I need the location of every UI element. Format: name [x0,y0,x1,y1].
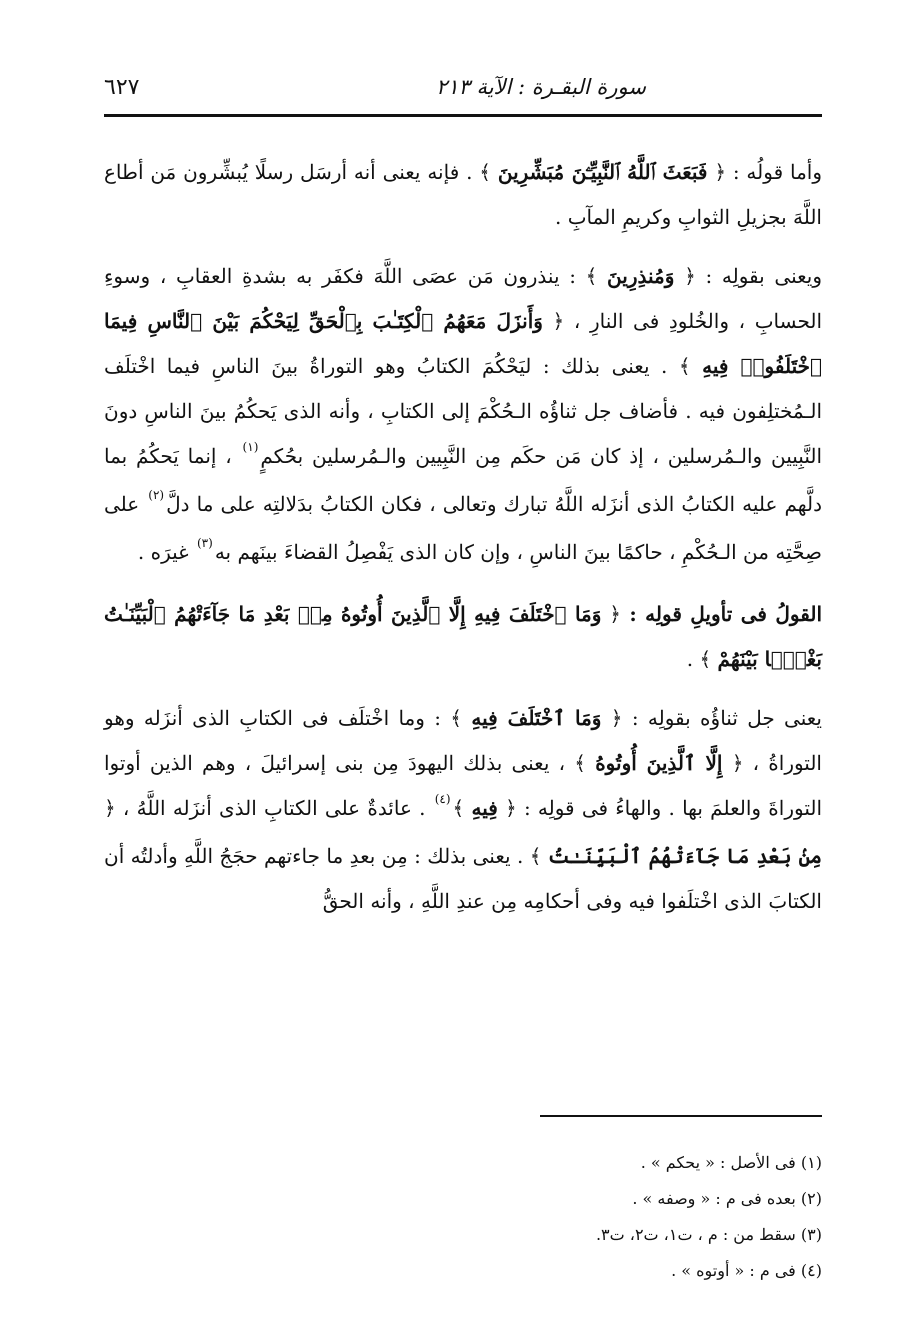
paragraph [104,254,822,578]
header-rule [104,114,822,117]
quran-quote: وَأَنزَلَ مَعَهُمُ ٱلْكِتَـٰبَ بِٱلْحَقِّ لِيَحْكُمَ بَيْنَ ٱلنَّاسِ فِيمَا ٱخْتَلَفُوا۟ فِيهِ [104,309,822,378]
footnote-ref: (٣) [196,536,213,550]
text-segment: ﴾ [452,796,472,820]
section-heading: القولُ فى تأويلِ قولِه : [620,602,822,626]
text-segment: ﴾ . يعنى بذلك : ليَحْكُمَ الكتابُ وهو التوراةُ بينَ الناسِ فيما اخْتلَف الـمُختلِفون فيه . فأضاف جل ثناؤُه الـحُكْمَ إلى الكتابِ ، وأنه الذى يَحكُمُ بينَ الناسِ دونَ النَّبِيين والـمُرسلين ، إذ كان مَن حكَم مِن النَّبِيين والـمُرسلين بحُكمٍ [104,354,823,468]
quran-quote: فِيهِ [471,796,498,820]
text-segment: ويعنى بقولِه : ﴿ [674,264,822,288]
footnote-1: (١) فى الأصل : « يحكم » . [640,1153,822,1172]
footnote-4: (٤) فى م : « أوتوه » . [671,1261,822,1280]
footnote-ref: (٢) [148,488,165,502]
quran-quote: وَمَا ٱخْتَلَفَ فِيهِ إِلَّا ٱلَّذِينَ أُوتُوهُ مِنۢ بَعْدِ مَا جَآءَتْهُمُ ٱلْبَيِّنَـٰتُ بَغْيًۢا بَيْنَهُمْ [104,602,822,671]
footnote-3: (٣) سقط من : م ، ت١، ت٢، ت٣. [595,1225,822,1244]
text-segment: غيرَه . [137,540,195,564]
quran-quote: وَمُنذِرِينَ [607,264,675,288]
text-segment: ﴾ : وما اخْتلَف فى الكتابِ الذى أنزَله وهو التوراةُ ، ﴿ [104,706,822,775]
footnote-ref: (٤) [434,792,451,806]
text-segment: وأما قولُه : ﴿ [707,160,822,184]
paragraph [104,592,822,682]
footnote-ref: (١) [242,440,259,454]
text-segment: ﴾ ، يعنى بذلك اليهودَ مِن بنى إسرائيلَ ، وهم الذين أوتوا التوراةَ والعلمَ بها . والهاءُ فى قولِه : ﴿ [104,751,822,820]
text-segment: ﴿ [601,602,621,626]
footnotes [104,1145,822,1289]
body-text [104,150,822,938]
text-segment: ﴾ . يعنى بذلك : مِن بعدِ ما جاءتهم حجَجُ اللَّهِ وأدلتُه أن الكتابَ الذى اخْتلَفوا فيه وفى أحكامِه مِن عندِ اللَّهِ ، وأنه الحقُّ [104,844,822,913]
page-number: ٦٢٧ [104,74,140,100]
quran-quote: مِنۢ بَعْدِ مَا جَآءَتْهُمُ ٱلْبَيِّنَـٰتُ [547,844,823,868]
text-segment: ﴾ : ينذرون مَن عصَى اللَّهَ فكفَر به بشدةِ العقابِ ، وسوءِ الحسابِ ، والخُلودِ فى النارِ ، ﴿ [104,264,823,333]
text-segment: يعنى جل ثناؤُه بقولِه : ﴿ [601,706,822,730]
text-segment: على صِحَّتِه من الـحُكْمِ ، حاكمًا بينَ الناسِ ، وإن كان الذى يَفْصِلُ القضاءَ بينَهم به [104,492,822,564]
footnote-2: (٢) بعده فى م : « وصفه » . [632,1189,822,1208]
quran-quote: وَمَا ٱخْتَلَفَ فِيهِ [471,706,602,730]
text-segment: . عائدةٌ على الكتابِ الذى أنزَله اللَّهُ ، ﴿ [104,796,433,820]
quran-quote: إِلَّا ٱلَّذِينَ أُوتُوهُ [595,751,723,775]
text-segment: ﴾ . فإنه يعنى أنه أرسَل رسلًا يُبشِّرون مَن أطاع اللَّهَ بجزيلِ الثوابِ وكريمِ المآبِ . [104,160,822,229]
text-segment: ، إنما يَحكُمُ بما دلَّهم عليه الكتابُ الذى أنزَله اللَّهُ تبارك وتعالى ، فكان الكتابُ بدَلالتِه على ما دلَّ [104,444,822,516]
footnote-separator [540,1115,822,1117]
text-segment: ﴾ . [686,647,718,671]
paragraph [104,150,822,240]
surah-verse-title: سورة البقـرة : الآية ٢١٣ [435,75,646,99]
paragraph [104,696,822,924]
running-header [104,70,822,104]
quran-quote: فَبَعَثَ ٱللَّهُ ٱلنَّبِيِّـۧنَ مُبَشِّرِينَ [497,160,708,184]
